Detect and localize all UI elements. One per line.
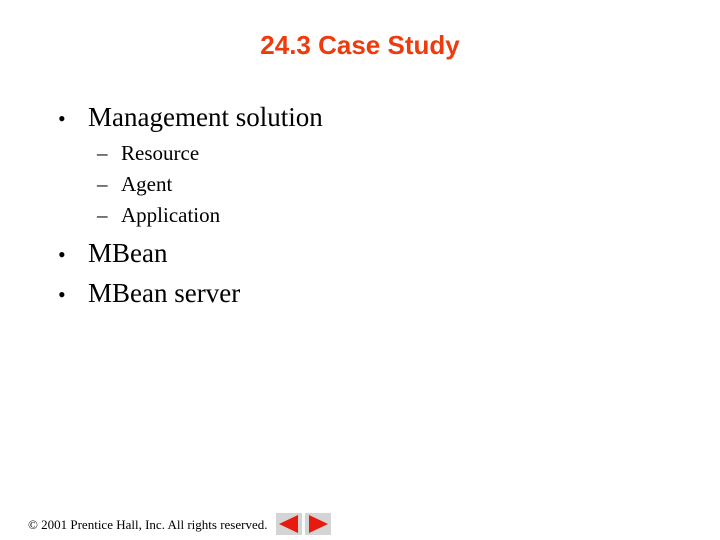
bullet-marker: • — [58, 282, 66, 307]
triangle-right-icon — [305, 513, 331, 535]
bullet-marker: • — [58, 242, 66, 267]
dash-marker: – — [97, 172, 108, 196]
bullet-text: Management solution — [88, 102, 323, 132]
bullet-item — [58, 277, 240, 311]
copyright-footer: © 2001 Prentice Hall, Inc. All rights reserved. — [28, 517, 268, 532]
dash-marker: – — [97, 141, 108, 165]
sub-bullet-item — [97, 171, 172, 197]
bullet-text: MBean server — [88, 278, 241, 308]
sub-bullet-text: Agent — [121, 172, 173, 196]
bullet-text: MBean — [88, 238, 168, 268]
sub-bullet-item — [97, 140, 199, 166]
slide-title: 24.3 Case Study — [260, 30, 460, 60]
previous-slide-button[interactable] — [276, 513, 302, 535]
dash-marker: – — [97, 203, 108, 227]
bullet-marker: • — [58, 106, 66, 131]
bullet-item — [58, 237, 167, 271]
next-slide-button[interactable] — [305, 513, 331, 535]
sub-bullet-text: Application — [121, 203, 221, 227]
triangle-left-icon — [276, 513, 302, 535]
sub-bullet-text: Resource — [121, 141, 200, 165]
sub-bullet-item — [97, 202, 220, 228]
bullet-item — [58, 101, 323, 135]
